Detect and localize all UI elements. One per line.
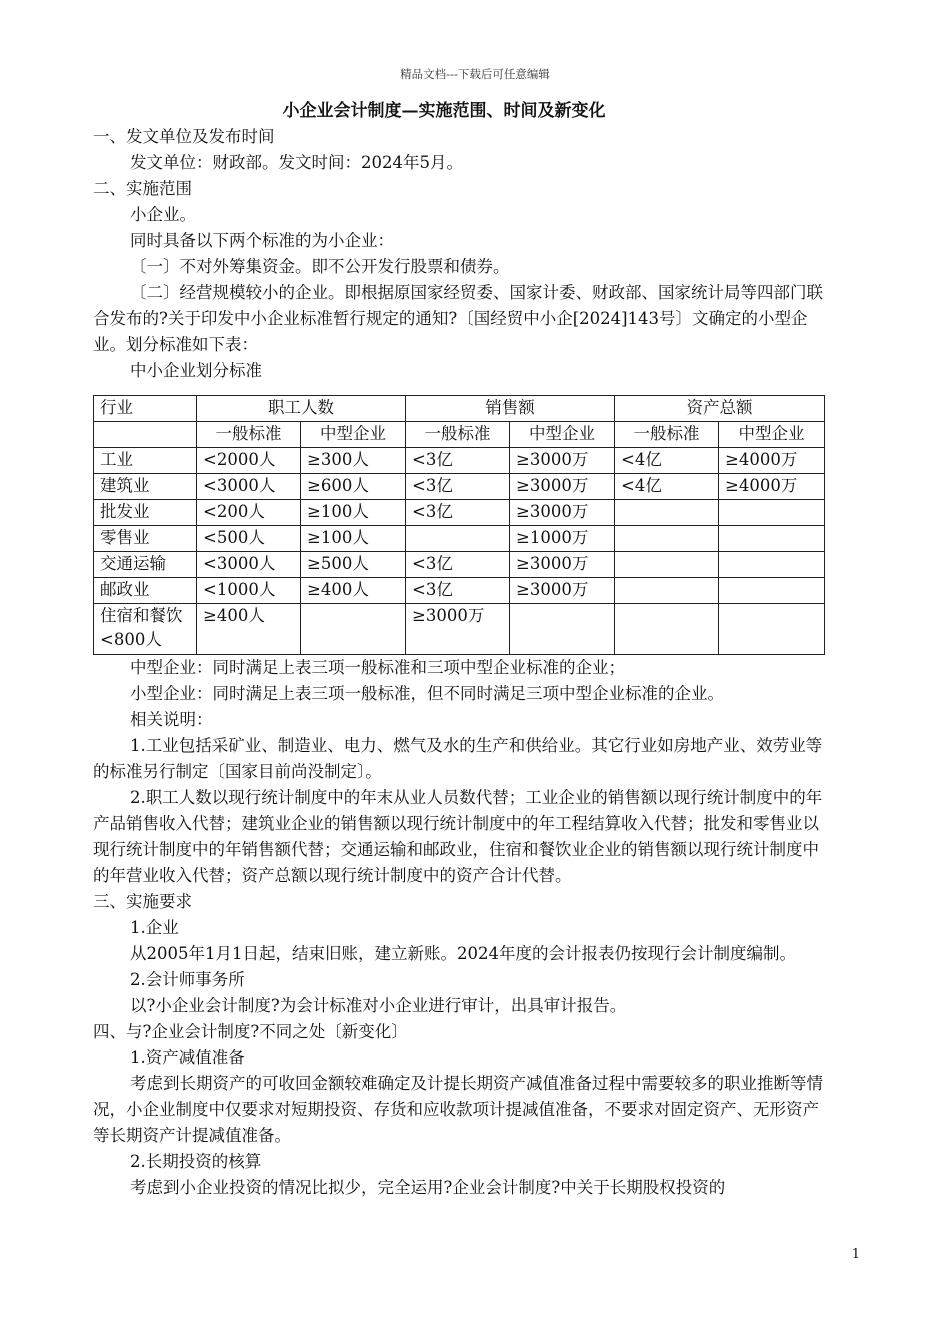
- paragraph: 考虑到长期资产的可收回金额较难确定及计提长期资产减值准备过程中需要较多的职业推断等情况，小企业制度中仅要求对短期投资、存货和应收款项计提减值准备，不要求对固定资产、无形资产等长期资产计提减值准备。: [93, 1074, 823, 1145]
- subheading: 1.企业: [130, 918, 179, 937]
- section-1-heading: 一、发文单位及发布时间: [93, 127, 275, 146]
- table-cell: [510, 604, 615, 655]
- table-cell: 零售业: [94, 526, 197, 552]
- table-cell: [615, 604, 719, 655]
- section-4-heading: 四、与?企业会计制度?不同之处〔新变化〕: [93, 1022, 408, 1041]
- page-number: 1: [851, 1247, 860, 1262]
- table-cell: ≥100人: [301, 526, 406, 552]
- table-cell: [719, 526, 825, 552]
- table-cell: ≥1000万: [510, 526, 615, 552]
- table-cell: ≥3000万: [510, 578, 615, 604]
- table-cell: <3000人: [197, 474, 301, 500]
- table-cell: ≥100人: [301, 500, 406, 526]
- table-cell: ≥400人: [301, 578, 406, 604]
- table-cell: <4亿: [615, 448, 719, 474]
- table-row: [94, 552, 825, 578]
- criterion-1: 〔一〕不对外筹集资金。即不公开发行股票和债券。: [130, 257, 510, 276]
- table-cell: 批发业: [94, 500, 197, 526]
- page-header: 精品文档---下载后可任意编辑: [400, 67, 550, 81]
- table-cell: ≥600人: [301, 474, 406, 500]
- subheader-general: 一般标准: [197, 422, 301, 448]
- header-sales: 销售额: [406, 396, 615, 422]
- table-cell: ≥4000万: [719, 448, 825, 474]
- table-row: [94, 604, 825, 655]
- table-cell: 住宿和餐饮<800人: [94, 604, 197, 655]
- table-row: [94, 526, 825, 552]
- criterion-2: 〔二〕经营规模较小的企业。即根据原国家经贸委、国家计委、财政部、国家统计局等四部门联合发布的?关于印发中小企业标准暂行规定的通知?〔国经贸中小企[2024]143号〕文确定的小型企业。划分标准如下表：: [93, 283, 823, 354]
- paragraph: 考虑到小企业投资的情况比拟少，完全运用?企业会计制度?中关于长期股权投资的: [130, 1178, 726, 1197]
- subheader-general: 一般标准: [406, 422, 510, 448]
- table-cell: [719, 500, 825, 526]
- table-cell: ≥3000万: [510, 474, 615, 500]
- table-cell: [615, 500, 719, 526]
- table-cell: [615, 526, 719, 552]
- subheader-medium: 中型企业: [719, 422, 825, 448]
- header-assets: 资产总额: [615, 396, 825, 422]
- table-cell: ≥300人: [301, 448, 406, 474]
- subheading: 2.长期投资的核算: [130, 1152, 262, 1171]
- table-cell: <3亿: [406, 500, 510, 526]
- table-cell: <3亿: [406, 474, 510, 500]
- table-cell: ≥3000万: [510, 448, 615, 474]
- table-row: [94, 474, 825, 500]
- table-cell: 建筑业: [94, 474, 197, 500]
- table-cell: [615, 578, 719, 604]
- table-cell: <3亿: [406, 578, 510, 604]
- note-2: 2.职工人数以现行统计制度中的年末从业人员数代替；工业企业的销售额以现行统计制度中的年产品销售收入代替；建筑业企业的销售额以现行统计制度中的年工程结算收入代替；批发和零售业以现行统计制度中的年销售额代替；交通运输和邮政业，住宿和餐饮业企业的销售额以现行统计制度中的年营业收入代替；资产总额以现行统计制度中的资产合计代替。: [93, 788, 823, 885]
- table-subheader-row: [94, 422, 825, 448]
- subheading: 2.会计师事务所: [130, 970, 245, 989]
- table-cell: ≥3000万: [510, 500, 615, 526]
- table-cell: <3亿: [406, 448, 510, 474]
- document-body: [93, 98, 825, 1201]
- table-cell: [719, 578, 825, 604]
- table-caption: 中小企业划分标准: [130, 361, 262, 380]
- subheading: 1.资产减值准备: [130, 1048, 245, 1067]
- table-row: [94, 578, 825, 604]
- table-cell: ≥3000万: [406, 604, 510, 655]
- medium-definition: 中型企业：同时满足上表三项一般标准和三项中型企业标准的企业；: [130, 658, 625, 677]
- header-industry: 行业: [94, 396, 197, 422]
- subheader-medium: 中型企业: [510, 422, 615, 448]
- classification-table: [93, 395, 825, 655]
- table-cell: [719, 604, 825, 655]
- table-cell: [301, 604, 406, 655]
- table-cell: <1000人: [197, 578, 301, 604]
- table-cell: [615, 552, 719, 578]
- section-3-heading: 三、实施要求: [93, 892, 192, 911]
- paragraph: 以?小企业会计制度?为会计标准对小企业进行审计，出具审计报告。: [130, 996, 627, 1015]
- paragraph: 同时具备以下两个标准的为小企业：: [130, 231, 394, 250]
- table-cell: ≥400人: [197, 604, 301, 655]
- note-1: 1.工业包括采矿业、制造业、电力、燃气及水的生产和供给业。其它行业如房地产业、效劳业等的标准另行制定〔国家目前尚没制定〕。: [93, 736, 823, 781]
- table-cell: <200人: [197, 500, 301, 526]
- table-cell: ≥3000万: [510, 552, 615, 578]
- header-staff: 职工人数: [197, 396, 406, 422]
- small-definition: 小型企业：同时满足上表三项一般标准，但不同时满足三项中型企业标准的企业。: [130, 684, 724, 703]
- table-cell: <3000人: [197, 552, 301, 578]
- table-cell: 邮政业: [94, 578, 197, 604]
- document-title: 小企业会计制度—实施范围、时间及新变化: [282, 101, 606, 121]
- table-cell: 工业: [94, 448, 197, 474]
- paragraph: 从2005年1月1日起，结束旧账，建立新账。2024年度的会计报表仍按现行会计制度编制。: [130, 944, 796, 963]
- table-cell: <500人: [197, 526, 301, 552]
- table-cell: ≥500人: [301, 552, 406, 578]
- table-cell: <3亿: [406, 552, 510, 578]
- table-cell: [406, 526, 510, 552]
- table-cell: 交通运输: [94, 552, 197, 578]
- table-cell: <2000人: [197, 448, 301, 474]
- table-cell: [719, 552, 825, 578]
- section-2-heading: 二、实施范围: [93, 179, 192, 198]
- table-cell: [94, 422, 197, 448]
- table-row: [94, 448, 825, 474]
- subheader-general: 一般标准: [615, 422, 719, 448]
- table-cell: <4亿: [615, 474, 719, 500]
- paragraph: 小企业。: [130, 205, 196, 224]
- table-header-row: [94, 396, 825, 422]
- subheader-medium: 中型企业: [301, 422, 406, 448]
- issuer-line: 发文单位：财政部。发文时间：2024年5月。: [130, 153, 463, 172]
- table-row: [94, 500, 825, 526]
- table-cell: ≥4000万: [719, 474, 825, 500]
- notes-heading: 相关说明：: [130, 710, 213, 729]
